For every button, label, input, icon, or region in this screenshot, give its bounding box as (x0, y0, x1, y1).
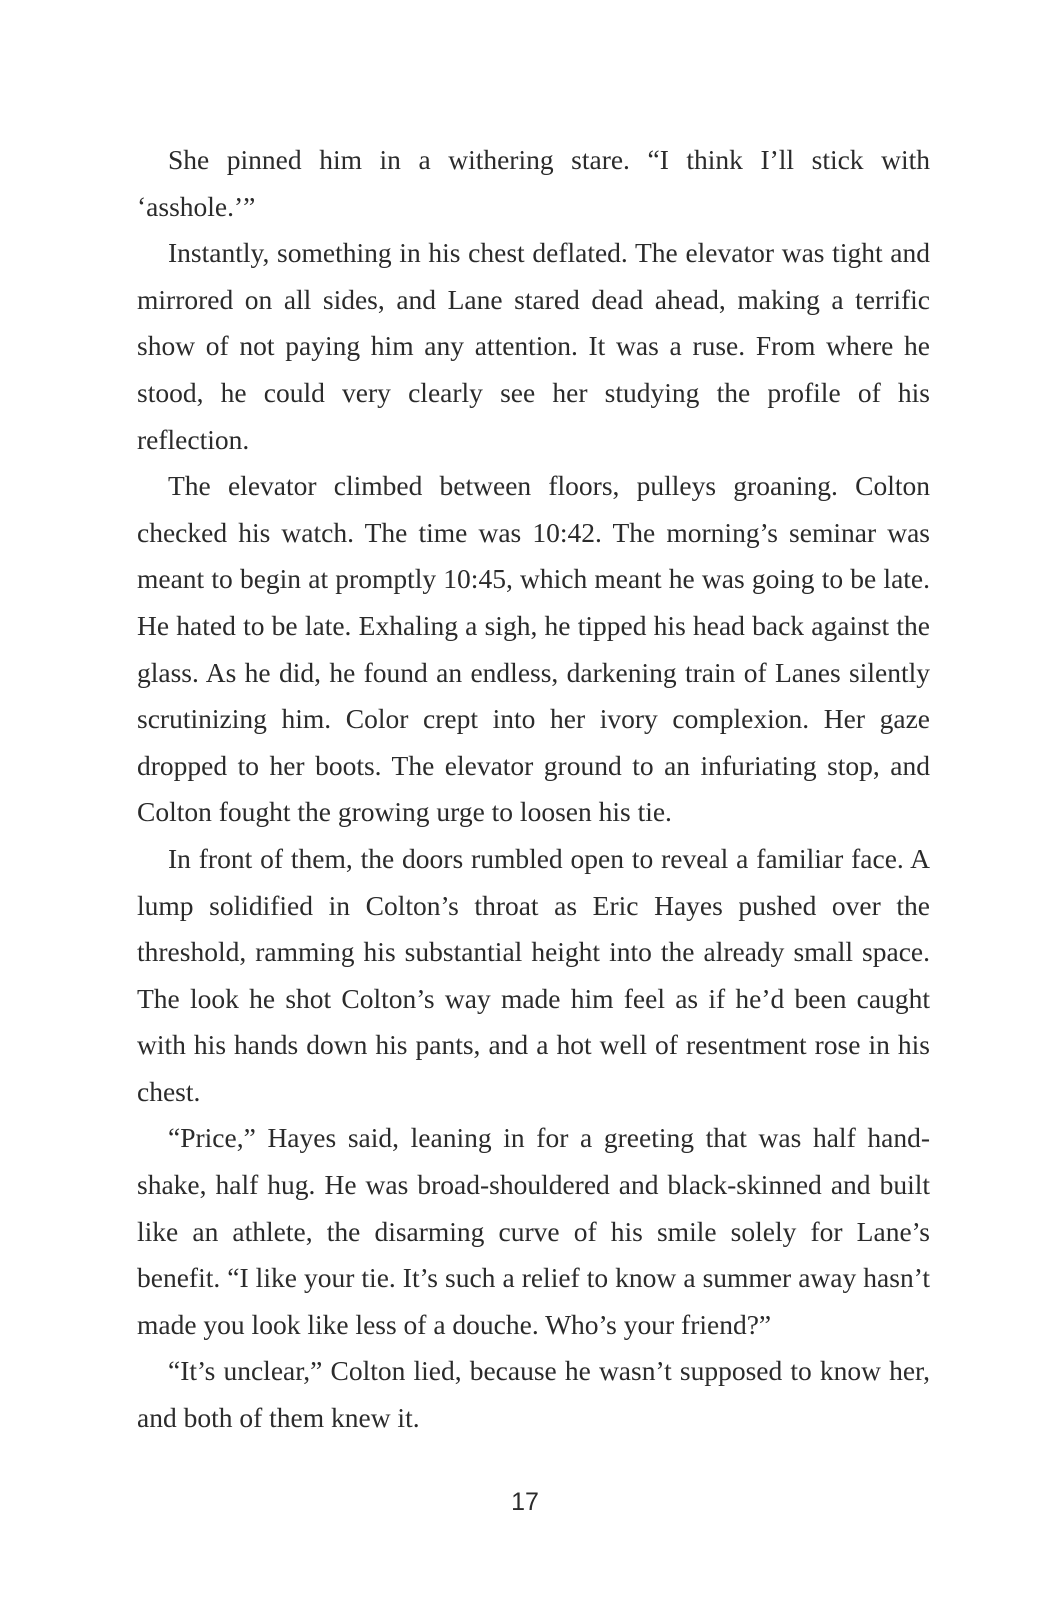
paragraph: “It’s unclear,” Colton lied, because he wasn’t supposed to know her, and both of them knew it. (137, 1355, 930, 1434)
paragraph: Instantly, something in his chest deflated. The elevator was tight and mirrored on all sides, and Lane stared dead ahead, making a terrific show of not paying him any attention. It was a ruse. From where he stood, he could very clearly see her studying the profile of his reflection. (137, 237, 930, 455)
body-text (137, 137, 930, 1442)
paragraph: The elevator climbed between floors, pulleys groaning. Colton checked his watch. The time was 10:42. The morning’s seminar was meant to begin at promptly 10:45, which meant he was going to be late. He hated to be late. Exhaling a sigh, he tipped his head back against the glass. As he did, he found an endless, darkening train of Lanes silently scrutinizing him. Color crept into her ivory complexion. Her gaze dropped to her boots. The elevator ground to an infuriating stop, and Colton fought the growing urge to loosen his tie. (137, 470, 930, 828)
paragraph: In front of them, the doors rumbled open to reveal a familiar face. A lump solidified in Colton’s throat as Eric Hayes pushed over the threshold, ramming his substantial height into the already small space. The look he shot Colton’s way made him feel as if he’d been caught with his hands down his pants, and a hot well of resentment rose in his chest. (137, 842, 930, 1107)
paragraph: She pinned him in a withering stare. “I think I’ll stick with ‘asshole.’” (137, 144, 930, 222)
page-number: 17 (511, 1488, 539, 1516)
paragraph: “Price,” Hayes said, leaning in for a greeting that was half hand-shake, half hug. He was broad-shouldered and black-skinned and built like an athlete, the disarming curve of his smile solely for Lane’s benefit. “I like your tie. It’s such a relief to know a summer away hasn’t made you look like less of a douche. Who’s your friend?” (137, 1122, 930, 1340)
